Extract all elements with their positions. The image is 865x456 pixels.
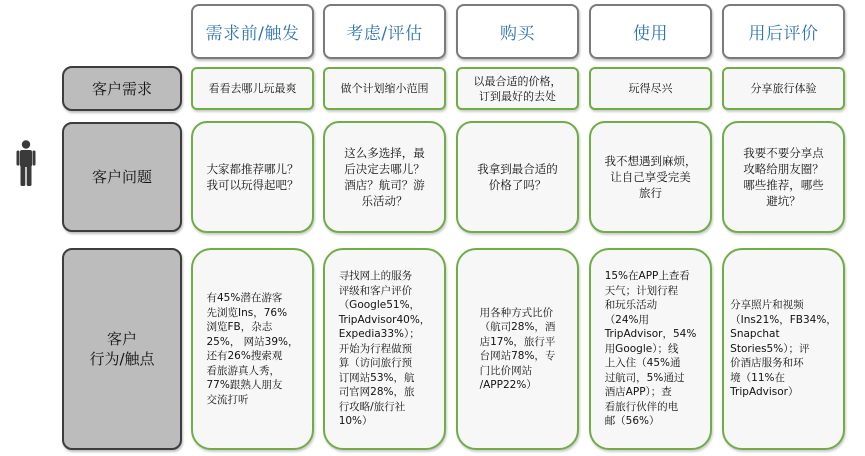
problem-text: 这么多选择，最 后决定去哪儿？ 酒店？航司？游 乐活动？ — [344, 146, 425, 208]
problem-cell-use — [589, 121, 712, 233]
behavior-cell-review — [722, 248, 845, 450]
behavior-text: 有45%潜在游客 先浏览Ins，76% 浏览FB，杂志 25%， 网站39%， 还有26%搜索观 看旅游真人秀， 77%跟熟人朋友 交流打听 — [206, 292, 299, 406]
problem-cell-trigger — [191, 121, 314, 233]
problem-cell-purchase — [456, 121, 579, 233]
row-label-problems-text: 客户问题 — [91, 168, 152, 186]
row-label-needs-text: 客户需求 — [91, 79, 152, 98]
behavior-cell-consider — [323, 248, 446, 450]
behavior-text: 15%在APP上查看 天气；计划行程 和玩乐活动 （24%用 TripAdvisor，54% 用Google）；线 上入住（45%通 过航司，5%通过 酒店APP）；查 看旅行伙伴的电 邮（56%） — [604, 270, 697, 428]
stage-header-trigger: 需求前/触发 — [191, 4, 314, 59]
behavior-cell-purchase — [456, 248, 579, 450]
need-cell-review — [722, 67, 845, 110]
row-label-problems — [62, 122, 182, 232]
problem-text: 我拿到最合适的 价格了吗？ — [477, 162, 558, 192]
stage-header-consider: 考虑/评估 — [323, 4, 446, 59]
behavior-cell-use — [589, 248, 712, 450]
need-cell-purchase — [456, 67, 579, 110]
stage-header-use: 使用 — [589, 4, 712, 59]
need-cell-trigger — [191, 67, 314, 110]
behavior-text: 寻找网上的服务 评级和客户评价 （Google51%， TripAdvisor40%， Expedia33%）； 开始为行程做预 算（访问旅行预 订网站53%，航 司官网28%，旅 行攻略/旅行社 10%） — [338, 270, 431, 428]
need-text: 做个计划缩小范围 — [340, 82, 429, 95]
stage-header-purchase: 购买 — [456, 4, 579, 59]
behavior-text: 分享照片和视频 （Ins21%，FB34%， Snapchat Stories5%）；评 价酒店服务和环 境（11%在 TripAdvisor） — [730, 299, 837, 399]
problem-text: 大家都推荐哪儿？ 我可以玩得起吧？ — [206, 162, 299, 192]
need-text: 看看去哪儿玩最爽 — [208, 82, 297, 95]
problem-text: 我要不要分享点 攻略给朋友圈？ 哪些推荐，哪些 避坑？ — [743, 146, 824, 208]
problem-cell-review — [722, 121, 845, 233]
person-icon — [16, 140, 36, 186]
need-text: 分享旅行体验 — [750, 82, 817, 95]
row-label-behavior — [62, 248, 182, 450]
need-cell-consider — [323, 67, 446, 110]
stage-header-review: 用后评价 — [722, 4, 845, 59]
need-cell-use — [589, 67, 712, 110]
need-text: 玩得尽兴 — [628, 82, 673, 95]
problem-cell-consider — [323, 121, 446, 233]
behavior-cell-trigger — [191, 248, 314, 450]
row-label-behavior-text: 客户 行为/触点 — [89, 330, 155, 368]
need-text: 以最合适的价格， 订到最好的去处 — [473, 74, 562, 103]
problem-text: 我不想遇到麻烦， 让自己享受完美 旅行 — [604, 154, 697, 200]
behavior-text: 用各种方式比价 （航司28%，酒 店17%，旅行平 台网站78%，专 门比价网站 /APP22%） — [479, 306, 556, 391]
row-label-needs — [62, 66, 182, 111]
